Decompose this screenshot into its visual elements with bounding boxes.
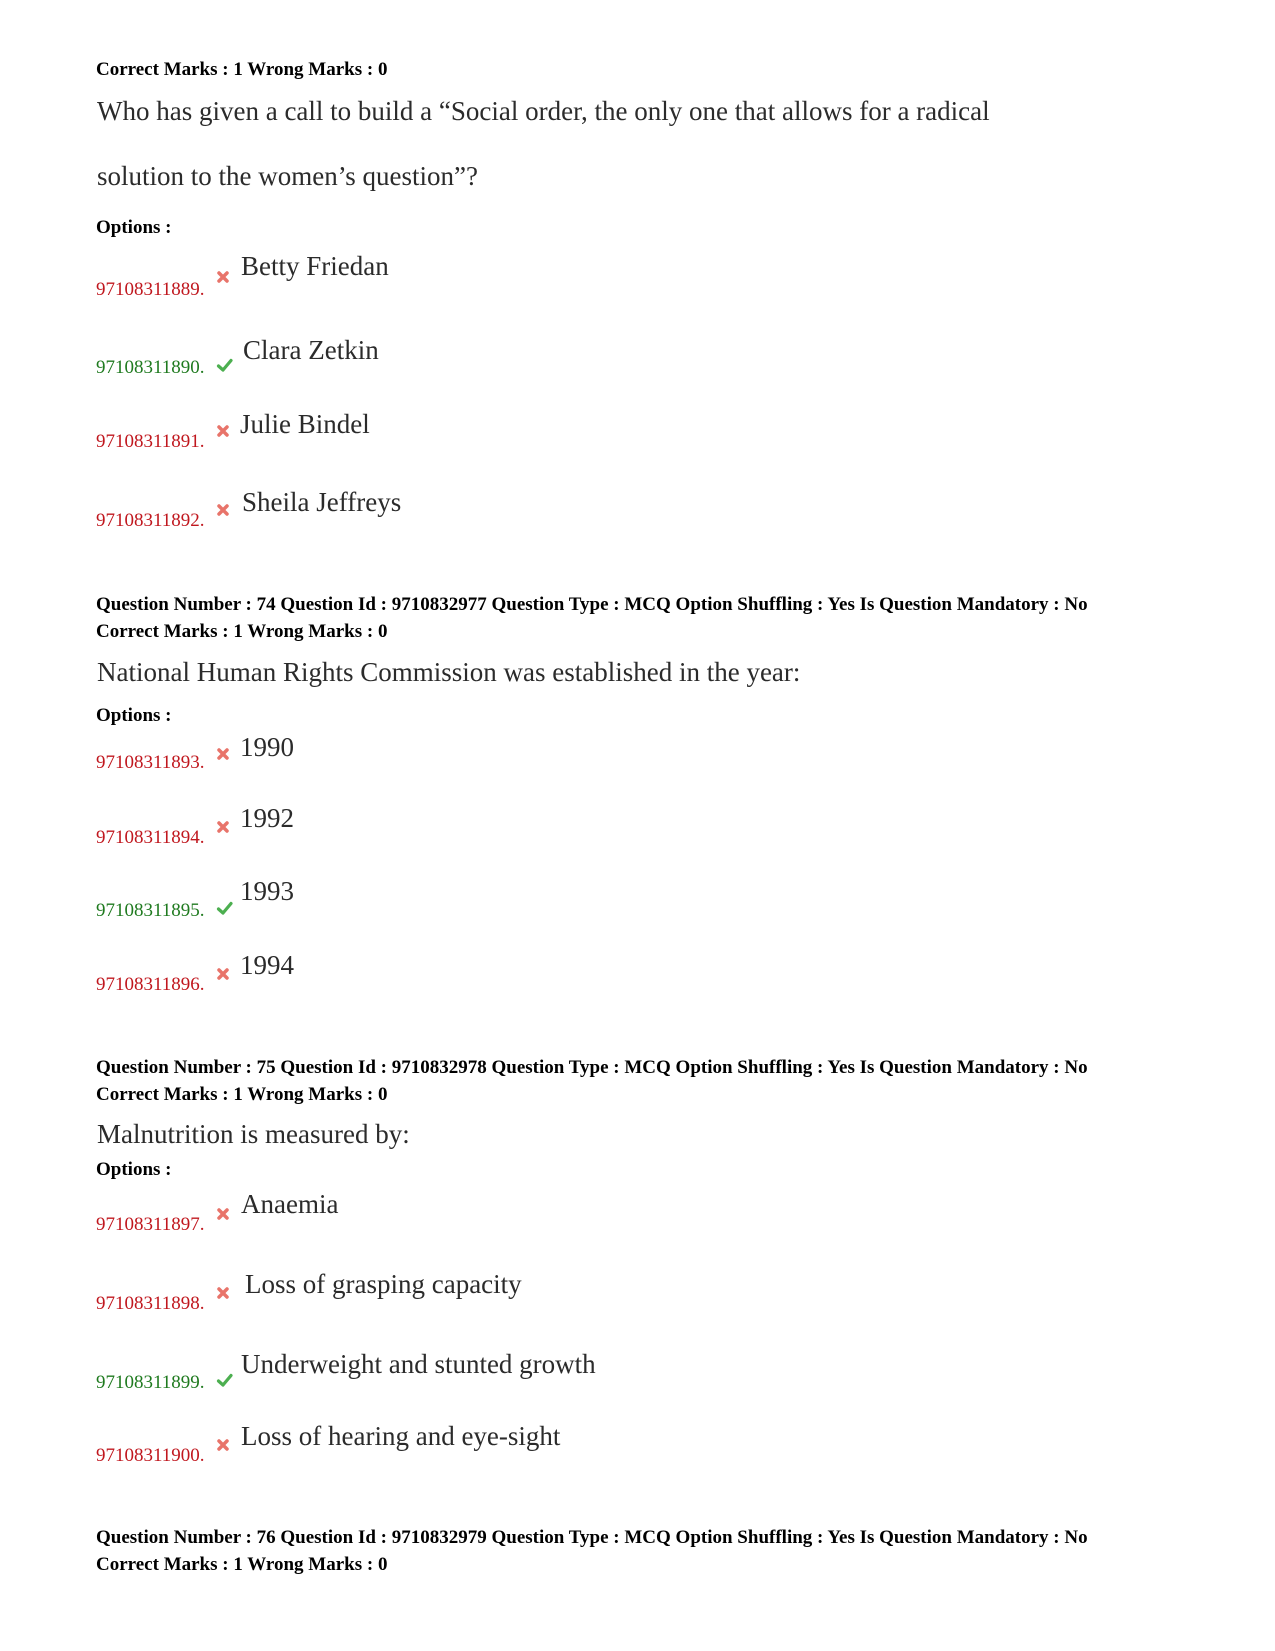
option-text: 1993 — [240, 876, 294, 906]
question-text-line: National Human Rights Commission was established in the year: — [97, 657, 801, 687]
question-marks: Correct Marks : 1 Wrong Marks : 0 — [96, 1084, 388, 1105]
question-marks: Correct Marks : 1 Wrong Marks : 0 — [96, 1554, 388, 1575]
option-id: 97108311900. — [96, 1445, 205, 1466]
question-marks: Correct Marks : 1 Wrong Marks : 0 — [96, 59, 388, 80]
option-row — [96, 1293, 231, 1315]
option-text: 1990 — [240, 732, 294, 762]
cross-icon — [215, 819, 231, 835]
option-text: Julie Bindel — [240, 409, 370, 439]
option-text: Underweight and stunted growth — [241, 1349, 596, 1379]
option-row — [96, 974, 231, 996]
option-row — [96, 510, 231, 532]
question-marks: Correct Marks : 1 Wrong Marks : 0 — [96, 621, 388, 642]
cross-icon — [215, 966, 231, 982]
option-id: 97108311898. — [96, 1293, 205, 1314]
option-text: Loss of grasping capacity — [245, 1269, 522, 1299]
option-id: 97108311894. — [96, 827, 205, 848]
option-text: 1994 — [240, 950, 294, 980]
option-text: Sheila Jeffreys — [242, 487, 402, 517]
option-id: 97108311896. — [96, 974, 205, 995]
cross-icon — [215, 1285, 231, 1301]
check-icon — [215, 357, 234, 373]
option-id: 97108311892. — [96, 510, 205, 531]
cross-icon — [215, 1437, 231, 1453]
option-id: 97108311890. — [96, 357, 205, 378]
option-text: Loss of hearing and eye-sight — [241, 1421, 561, 1451]
option-id: 97108311893. — [96, 752, 205, 773]
cross-icon — [215, 423, 231, 439]
option-row — [96, 1445, 231, 1467]
option-id: 97108311895. — [96, 900, 205, 921]
option-id: 97108311899. — [96, 1372, 205, 1393]
option-row — [96, 752, 231, 774]
check-icon — [215, 1372, 234, 1388]
option-row — [96, 431, 231, 453]
option-row — [96, 827, 231, 849]
cross-icon — [215, 269, 231, 285]
question-text-line: Malnutrition is measured by: — [97, 1119, 410, 1149]
question-header: Question Number : 74 Question Id : 9710832977 Question Type : MCQ Option Shuffling : Yes Is Question Mandatory : No — [96, 594, 1088, 615]
option-text: Clara Zetkin — [243, 335, 379, 365]
option-id: 97108311889. — [96, 279, 205, 300]
cross-icon — [215, 502, 231, 518]
options-label: Options : — [96, 217, 172, 238]
option-id: 97108311897. — [96, 1214, 205, 1235]
option-id: 97108311891. — [96, 431, 205, 452]
option-text: Betty Friedan — [241, 251, 389, 281]
check-icon — [215, 900, 234, 916]
option-row — [96, 279, 231, 301]
option-text: Anaemia — [241, 1189, 339, 1219]
options-label: Options : — [96, 705, 172, 726]
question-header: Question Number : 76 Question Id : 9710832979 Question Type : MCQ Option Shuffling : Yes Is Question Mandatory : No — [96, 1527, 1088, 1548]
option-row — [96, 357, 234, 379]
option-text: 1992 — [240, 803, 294, 833]
question-text-line: solution to the women’s question”? — [97, 161, 478, 191]
cross-icon — [215, 1206, 231, 1222]
cross-icon — [215, 746, 231, 762]
question-text-line: Who has given a call to build a “Social order, the only one that allows for a radical — [97, 96, 990, 126]
option-row — [96, 900, 234, 922]
option-row — [96, 1372, 234, 1394]
option-row — [96, 1214, 231, 1236]
options-label: Options : — [96, 1159, 172, 1180]
question-header: Question Number : 75 Question Id : 9710832978 Question Type : MCQ Option Shuffling : Yes Is Question Mandatory : No — [96, 1057, 1088, 1078]
